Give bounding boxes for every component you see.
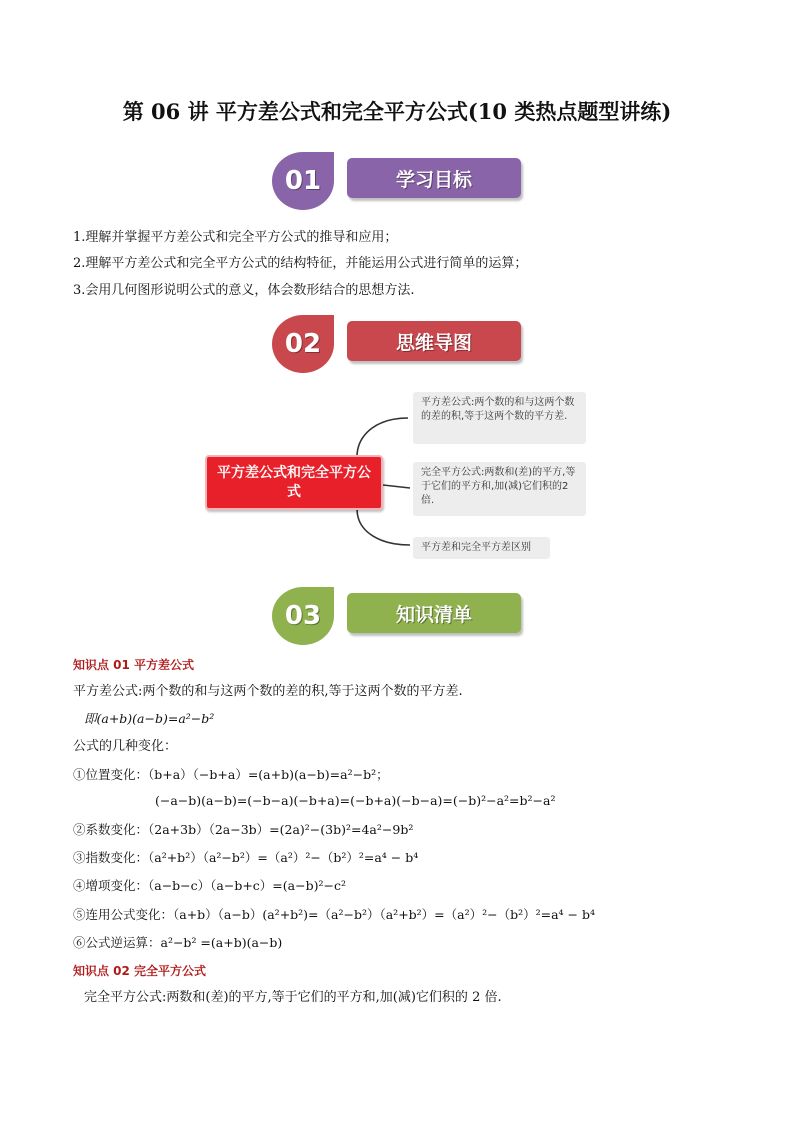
variation-item: ⑥公式逆运算：a²−b² =(a+b)(a−b): [73, 935, 283, 950]
variation-item: ②系数变化：（2a+3b）（2a−3b）=(2a)²−(3b)²=4a²−9b²: [73, 822, 414, 837]
mindmap-node: 平方差公式:两个数的和与这两个数的差的积,等于这两个数的平方差.: [413, 392, 586, 444]
section-header-knowledge: [272, 587, 522, 647]
goal-item: 2.理解平方差公式和完全平方公式的结构特征，并能运用公式进行简单的运算；: [73, 256, 528, 271]
variation-item: ①位置变化：（b+a）（−b+a）=(a+b)(a−b)=a²−b²；: [73, 767, 389, 782]
variation-item: ④增项变化：（a−b−c）（a−b+c）=(a−b)²−c²: [73, 878, 346, 893]
knowledge-point-heading: 知识点 02 完全平方公式: [73, 964, 207, 978]
section-number-badge: 01: [272, 152, 334, 210]
mindmap-node: 平方差和完全平方差区别: [413, 537, 550, 559]
mindmap-node: 完全平方公式:两数和(差)的平方,等于它们的平方和,加(减)它们积的2倍.: [413, 462, 586, 516]
section-title-bar: 思维导图: [347, 321, 521, 361]
definition-text: 平方差公式:两个数的和与这两个数的差的积,等于这两个数的平方差.: [73, 684, 463, 699]
variation-item: ③指数变化：（a²+b²）（a²−b²）=（a²）²−（b²）²=a⁴ − b⁴: [73, 850, 419, 865]
formula-text: 即(a+b)(a−b)=a²−b²: [84, 711, 215, 726]
mindmap-root-node: 平方差公式和完全平方公式: [205, 455, 383, 510]
variations-intro: 公式的几种变化：: [73, 739, 178, 754]
page-title: 第 06 讲 平方差公式和完全平方公式(10 类热点题型讲练): [122, 99, 672, 124]
goal-item: 1.理解并掌握平方差公式和完全平方公式的推导和应用；: [73, 230, 398, 245]
knowledge-point-heading: 知识点 01 平方差公式: [73, 658, 195, 672]
section-number-badge: 03: [272, 587, 334, 645]
definition-text: 完全平方公式:两数和(差)的平方,等于它们的平方和,加(减)它们积的 2 倍.: [84, 990, 502, 1005]
variation-item: ⑤连用公式变化：（a+b）（a−b）(a²+b²)=（a²−b²）（a²+b²）=（a²）²−（b²）²=a⁴ − b⁴: [73, 907, 595, 922]
variation-item: (−a−b)(a−b)=(−b−a)(−b+a)=(−b+a)(−b−a)=(−b)²−a²=b²−a²: [155, 793, 556, 808]
goal-item: 3.会用几何图形说明公式的意义，体会数形结合的思想方法.: [73, 283, 415, 298]
section-title-bar: 知识清单: [347, 593, 521, 633]
section-title-bar: 学习目标: [347, 158, 521, 198]
section-number-badge: 02: [272, 315, 334, 373]
